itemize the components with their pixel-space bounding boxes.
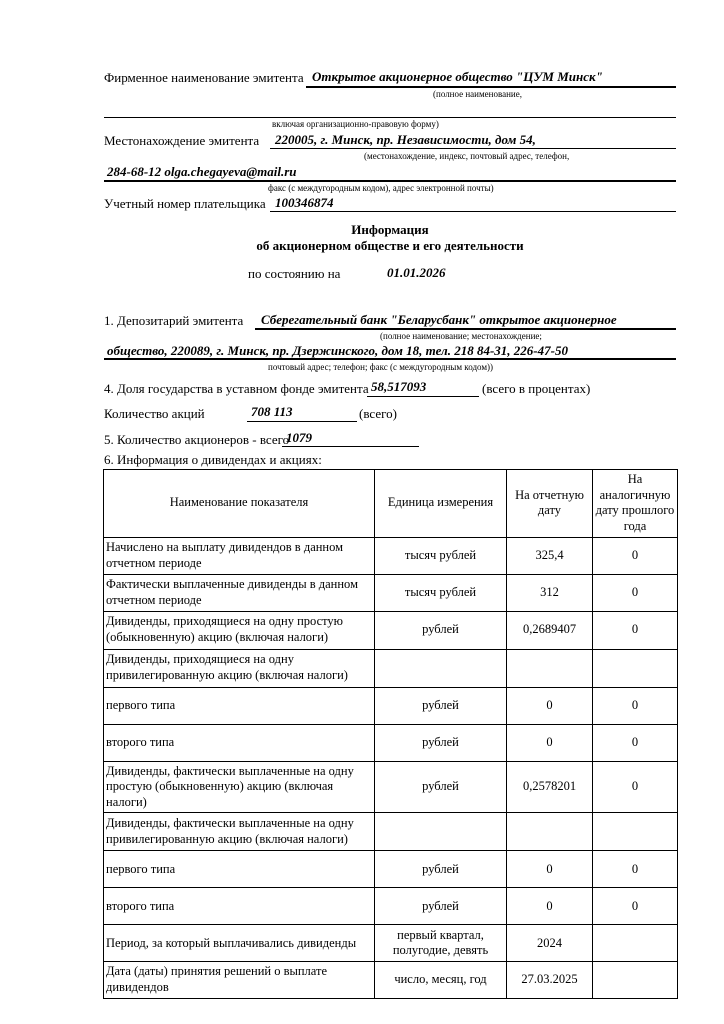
cell-previous: 0 [593, 724, 678, 761]
cell-current: 0,2689407 [507, 611, 593, 649]
header-previous: На аналогичную дату прошлого года [593, 470, 678, 538]
cell-current: 2024 [507, 925, 593, 962]
cell-current: 325,4 [507, 537, 593, 574]
cell-current: 0 [507, 888, 593, 925]
contact-underline [104, 180, 676, 182]
depositary-value-1: Сберегательный банк "Беларусбанк" открытое акционерное [261, 312, 617, 327]
firm-hint-1: (полное наименование, [433, 89, 522, 99]
table-row [104, 649, 678, 687]
table-row [104, 611, 678, 649]
unp-value: 100346874 [275, 195, 334, 210]
depositary-underline-2 [104, 358, 676, 360]
dividends-table [103, 469, 678, 999]
shareholders-underline [282, 446, 419, 447]
shares-count-value: 708 113 [251, 404, 293, 419]
cell-unit: рублей [375, 687, 507, 724]
cell-indicator: Начислено на выплату дивидендов в данном отчетном периоде [104, 537, 375, 574]
table-row [104, 537, 678, 574]
cell-current: 0 [507, 724, 593, 761]
cell-previous: 0 [593, 687, 678, 724]
cell-indicator: второго типа [104, 724, 375, 761]
location-hint: (местонахождение, индекс, почтовый адрес, телефон, [364, 151, 570, 161]
table-row [104, 925, 678, 962]
table-row [104, 761, 678, 813]
cell-previous [593, 925, 678, 962]
cell-unit: рублей [375, 888, 507, 925]
depositary-hint-1: (полное наименование; местонахождение; [380, 331, 542, 341]
cell-previous: 0 [593, 537, 678, 574]
state-share-value: 58,517093 [371, 379, 427, 394]
cell-unit [375, 813, 507, 851]
header-current: На отчетную дату [507, 470, 593, 538]
cell-unit: рублей [375, 724, 507, 761]
cell-previous [593, 962, 678, 998]
cell-previous: 0 [593, 851, 678, 888]
location-label: Местонахождение эмитента [104, 133, 260, 148]
table-row [104, 574, 678, 611]
cell-previous: 0 [593, 761, 678, 813]
cell-unit: число, месяц, год [375, 962, 507, 998]
firm-underline-2 [104, 117, 676, 118]
cell-indicator: первого типа [104, 851, 375, 888]
cell-previous [593, 813, 678, 851]
shareholders-label: 5. Количество акционеров - всего [104, 432, 290, 447]
cell-indicator: Дата (даты) принятия решений о выплате дивидендов [104, 962, 375, 998]
table-header-row [104, 470, 678, 538]
table-row [104, 851, 678, 888]
table-row [104, 687, 678, 724]
header-unit: Единица измерения [375, 470, 507, 538]
title-line-1: Информация [351, 222, 429, 237]
cell-indicator: Фактически выплаченные дивиденды в данном отчетном периоде [104, 574, 375, 611]
state-share-label: 4. Доля государства в уставном фонде эмитента [104, 381, 369, 396]
cell-unit: тысяч рублей [375, 537, 507, 574]
cell-unit: рублей [375, 611, 507, 649]
cell-current: 27.03.2025 [507, 962, 593, 998]
shares-count-underline [247, 421, 357, 422]
depositary-hint-2: почтовый адрес; телефон; факс (с междугородным кодом)) [268, 362, 494, 372]
firm-hint-2: включая организационно-правовую форму) [272, 119, 439, 129]
cell-indicator: Дивиденды, приходящиеся на одну привилегированную акцию (включая налоги) [104, 649, 375, 687]
table-row [104, 962, 678, 998]
unp-underline [270, 211, 676, 212]
table-row [104, 888, 678, 925]
date-value: 01.01.2026 [387, 265, 446, 280]
location-underline [270, 148, 676, 149]
table-row [104, 724, 678, 761]
shares-count-suffix: (всего) [359, 406, 397, 421]
unp-label: Учетный номер плательщика [104, 196, 266, 211]
cell-current [507, 649, 593, 687]
contact-value: 284-68-12 olga.chegayeva@mail.ru [107, 164, 297, 179]
cell-unit [375, 649, 507, 687]
firm-value: Открытое акционерное общество "ЦУМ Минск" [312, 69, 603, 84]
cell-indicator: Период, за который выплачивались дивиденды [104, 925, 375, 962]
cell-unit: тысяч рублей [375, 574, 507, 611]
header-indicator: Наименование показателя [104, 470, 375, 538]
state-share-underline [367, 396, 479, 397]
cell-current: 0 [507, 687, 593, 724]
state-share-suffix: (всего в процентах) [482, 381, 591, 396]
date-label: по состоянию на [248, 266, 341, 281]
cell-previous: 0 [593, 574, 678, 611]
cell-unit: рублей [375, 761, 507, 813]
firm-underline [306, 86, 676, 88]
cell-previous: 0 [593, 888, 678, 925]
dividends-section-label: 6. Информация о дивидендах и акциях: [104, 452, 322, 467]
contact-hint: факс (с междугородным кодом), адрес электронной почты) [268, 183, 494, 193]
table-row [104, 813, 678, 851]
cell-current: 0 [507, 851, 593, 888]
shareholders-value: 1079 [286, 430, 312, 445]
title-line-2: об акционерном обществе и его деятельности [256, 238, 524, 253]
location-value: 220005, г. Минск, пр. Независимости, дом 54, [275, 132, 536, 147]
cell-indicator: Дивиденды, приходящиеся на одну простую (обыкновенную) акцию (включая налоги) [104, 611, 375, 649]
firm-label: Фирменное наименование эмитента [104, 70, 304, 85]
cell-indicator: Дивиденды, фактически выплаченные на одну привилегированную акцию (включая налоги) [104, 813, 375, 851]
cell-previous [593, 649, 678, 687]
cell-indicator: Дивиденды, фактически выплаченные на одну простую (обыкновенную) акцию (включая налоги) [104, 761, 375, 813]
depositary-value-2: общество, 220089, г. Минск, пр. Дзержинского, дом 18, тел. 218 84-31, 226-47-50 [107, 343, 568, 358]
cell-unit: первый квартал, полугодие, девять [375, 925, 507, 962]
cell-previous: 0 [593, 611, 678, 649]
cell-unit: рублей [375, 851, 507, 888]
cell-current: 312 [507, 574, 593, 611]
cell-current: 0,2578201 [507, 761, 593, 813]
depositary-underline-1 [255, 328, 676, 330]
cell-indicator: второго типа [104, 888, 375, 925]
cell-indicator: первого типа [104, 687, 375, 724]
depositary-label: 1. Депозитарий эмитента [104, 313, 244, 328]
cell-current [507, 813, 593, 851]
shares-count-label: Количество акций [104, 406, 205, 421]
